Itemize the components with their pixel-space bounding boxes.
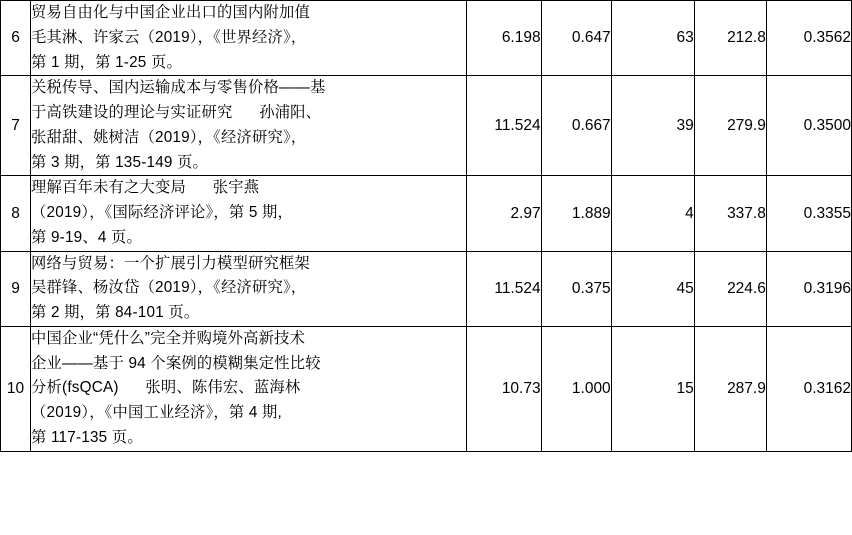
title-line: 第 117-135 页。 — [31, 429, 143, 447]
row-value-2: 1.000 — [541, 326, 611, 451]
row-value-4: 224.6 — [694, 251, 766, 326]
row-value-1: 11.524 — [466, 76, 541, 176]
row-title — [31, 76, 467, 176]
row-title — [31, 176, 467, 251]
row-value-2: 1.889 — [541, 176, 611, 251]
title-line: 第 1 期，第 1-25 页。 — [31, 53, 182, 71]
title-line: 张甜甜、姚树洁（2019），《经济研究》， — [31, 128, 307, 146]
row-value-2: 0.667 — [541, 76, 611, 176]
row-index: 6 — [1, 1, 31, 76]
row-value-5: 0.3562 — [766, 1, 851, 76]
row-value-1: 6.198 — [466, 1, 541, 76]
row-title — [31, 251, 467, 326]
table-row — [1, 1, 852, 76]
row-title — [31, 326, 467, 451]
table-row — [1, 176, 852, 251]
row-value-1: 11.524 — [466, 251, 541, 326]
row-value-3: 39 — [611, 76, 694, 176]
row-value-5: 0.3196 — [766, 251, 851, 326]
row-index: 7 — [1, 76, 31, 176]
title-line: 吴群锋、杨汝岱（2019），《经济研究》， — [31, 279, 307, 297]
title-line: 分析(fsQCA) 张明、陈伟宏、蓝海林 — [31, 379, 301, 397]
row-value-5: 0.3500 — [766, 76, 851, 176]
title-line: 企业——基于 94 个案例的模糊集定性比较 — [31, 354, 321, 372]
table-row — [1, 76, 852, 176]
row-title — [31, 1, 467, 76]
row-value-4: 337.8 — [694, 176, 766, 251]
title-line: 第 2 期，第 84-101 页。 — [31, 304, 200, 322]
table-body — [1, 1, 852, 452]
row-value-4: 279.9 — [694, 76, 766, 176]
row-value-1: 10.73 — [466, 326, 541, 451]
table-row — [1, 326, 852, 451]
row-value-3: 45 — [611, 251, 694, 326]
row-value-3: 4 — [611, 176, 694, 251]
row-value-2: 0.647 — [541, 1, 611, 76]
row-value-5: 0.3162 — [766, 326, 851, 451]
title-line: 中国企业“凭什么”完全并购境外高新技术 — [31, 329, 306, 347]
row-value-1: 2.97 — [466, 176, 541, 251]
title-line: 关税传导、国内运输成本与零售价格——基 — [31, 79, 326, 97]
row-value-4: 287.9 — [694, 326, 766, 451]
title-line: 理解百年未有之大变局 张宇燕 — [31, 179, 260, 197]
row-value-3: 15 — [611, 326, 694, 451]
row-value-5: 0.3355 — [766, 176, 851, 251]
title-line: 贸易自由化与中国企业出口的国内附加值 — [31, 4, 310, 21]
row-index: 10 — [1, 326, 31, 451]
title-line: 于高铁建设的理论与实证研究 孙浦阳、 — [31, 104, 322, 122]
title-line: 第 9-19、4 页。 — [31, 228, 143, 246]
row-value-3: 63 — [611, 1, 694, 76]
row-index: 8 — [1, 176, 31, 251]
row-value-4: 212.8 — [694, 1, 766, 76]
title-line: 毛其淋、许家云（2019），《世界经济》， — [31, 28, 307, 46]
title-line: （2019），《国际经济评论》，第 5 期， — [31, 204, 293, 222]
title-line: 网络与贸易：一个扩展引力模型研究框架 — [31, 254, 310, 272]
title-line: （2019），《中国工业经济》，第 4 期, — [31, 404, 282, 422]
table-row — [1, 251, 852, 326]
row-value-2: 0.375 — [541, 251, 611, 326]
title-line: 第 3 期，第 135-149 页。 — [31, 153, 209, 171]
row-index: 9 — [1, 251, 31, 326]
